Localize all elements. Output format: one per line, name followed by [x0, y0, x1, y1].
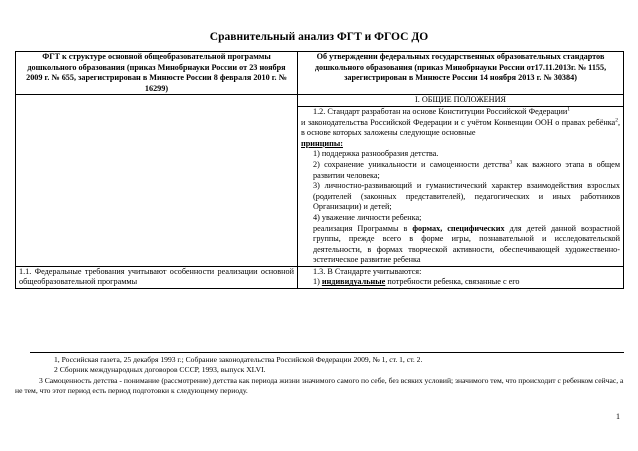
- paragraph: реализация Программы в формах, специфических для детей данной возрастной группы, прежде всего в форме игры, познавательной и исследовательской деятельности, в формах творческой активности, обеспечивающей художественно-эстетическое развитие ребенка: [313, 223, 620, 265]
- table-row: [16, 95, 624, 107]
- paragraph: 1) индивидуальные потребности ребенка, связанные с его: [313, 277, 520, 287]
- footnote-2: 2 Сборник международных договоров СССР, 1993, выпуск XLVI.: [54, 365, 266, 375]
- footnote-1: 1, Российская газета, 25 декабря 1993 г.; Собрание законодательства Российской Федерации 2009, № 1, ст. 1, ст. 2.: [54, 355, 423, 364]
- table-header-row: [16, 52, 624, 95]
- list-item: 2) сохранение уникальности и самоценности детства$^3$ как важного этапа в общем развитии человека;: [313, 159, 620, 180]
- table-row: [16, 266, 624, 288]
- page-title: Сравнительный анализ ФГТ и ФГОС ДО: [209, 31, 429, 43]
- page-number: 1: [616, 412, 620, 421]
- comparison-table: [15, 51, 624, 289]
- left-cell-empty: [16, 95, 298, 267]
- section-heading: I. ОБЩИЕ ПОЛОЖЕНИЯ: [298, 95, 624, 107]
- footnotes: [15, 352, 624, 396]
- left-cell-requirements: 1.1. Федеральные требования учитывают особенности реализации основной общеобразовательной программы: [16, 266, 298, 288]
- right-column-header: Об утверждении федеральных государственных образовательных стандартов дошкольного образования (приказ Минобрнауки России от17.11.2013г. № 1155, зарегистрирован в Минюсте России 14 ноября 2013 г. № 30384): [298, 52, 624, 95]
- list-item: 1) поддержка разнообразия детства.: [313, 149, 439, 159]
- left-column-header: ФГТ к структуре основной общеобразовательной программы дошкольного образования (приказ Минобрнауки России от 23 ноября 2009 г. № 655, зарегистрирован в Минюсте России 8 февраля 2010 г. № 16299): [16, 52, 298, 95]
- right-cell-principles: [298, 106, 624, 266]
- footnote-3: 3 Самоценность детства - понимание (рассмотрение) детства как периода жизни значимого самого по себе, без всяких условий; значимого тем, что происходит с ребенком сейчас, а не тем, что этот период есть период подготовки к следующему периоду.: [15, 375, 624, 395]
- paragraph: и законодательства Российской Федерации и с учётом Конвенции ООН о правах ребёнка$^2$, в основе которых заложены следующие основные принципы:: [301, 116, 620, 148]
- paragraph: 1.2. Стандарт разработан на основе Конституции Российской Федерации$^1$: [313, 106, 571, 116]
- paragraph: 1.3. В Стандарте учитываются:: [313, 266, 422, 276]
- right-cell-considerations: [298, 266, 624, 288]
- list-item: 4) уважение личности ребенка;: [313, 212, 422, 222]
- list-item: 3) личностно-развивающий и гуманистический характер взаимодействия взрослых (родителей (законных представителей), педагогических и иных работников Организации) и детей;: [313, 181, 620, 212]
